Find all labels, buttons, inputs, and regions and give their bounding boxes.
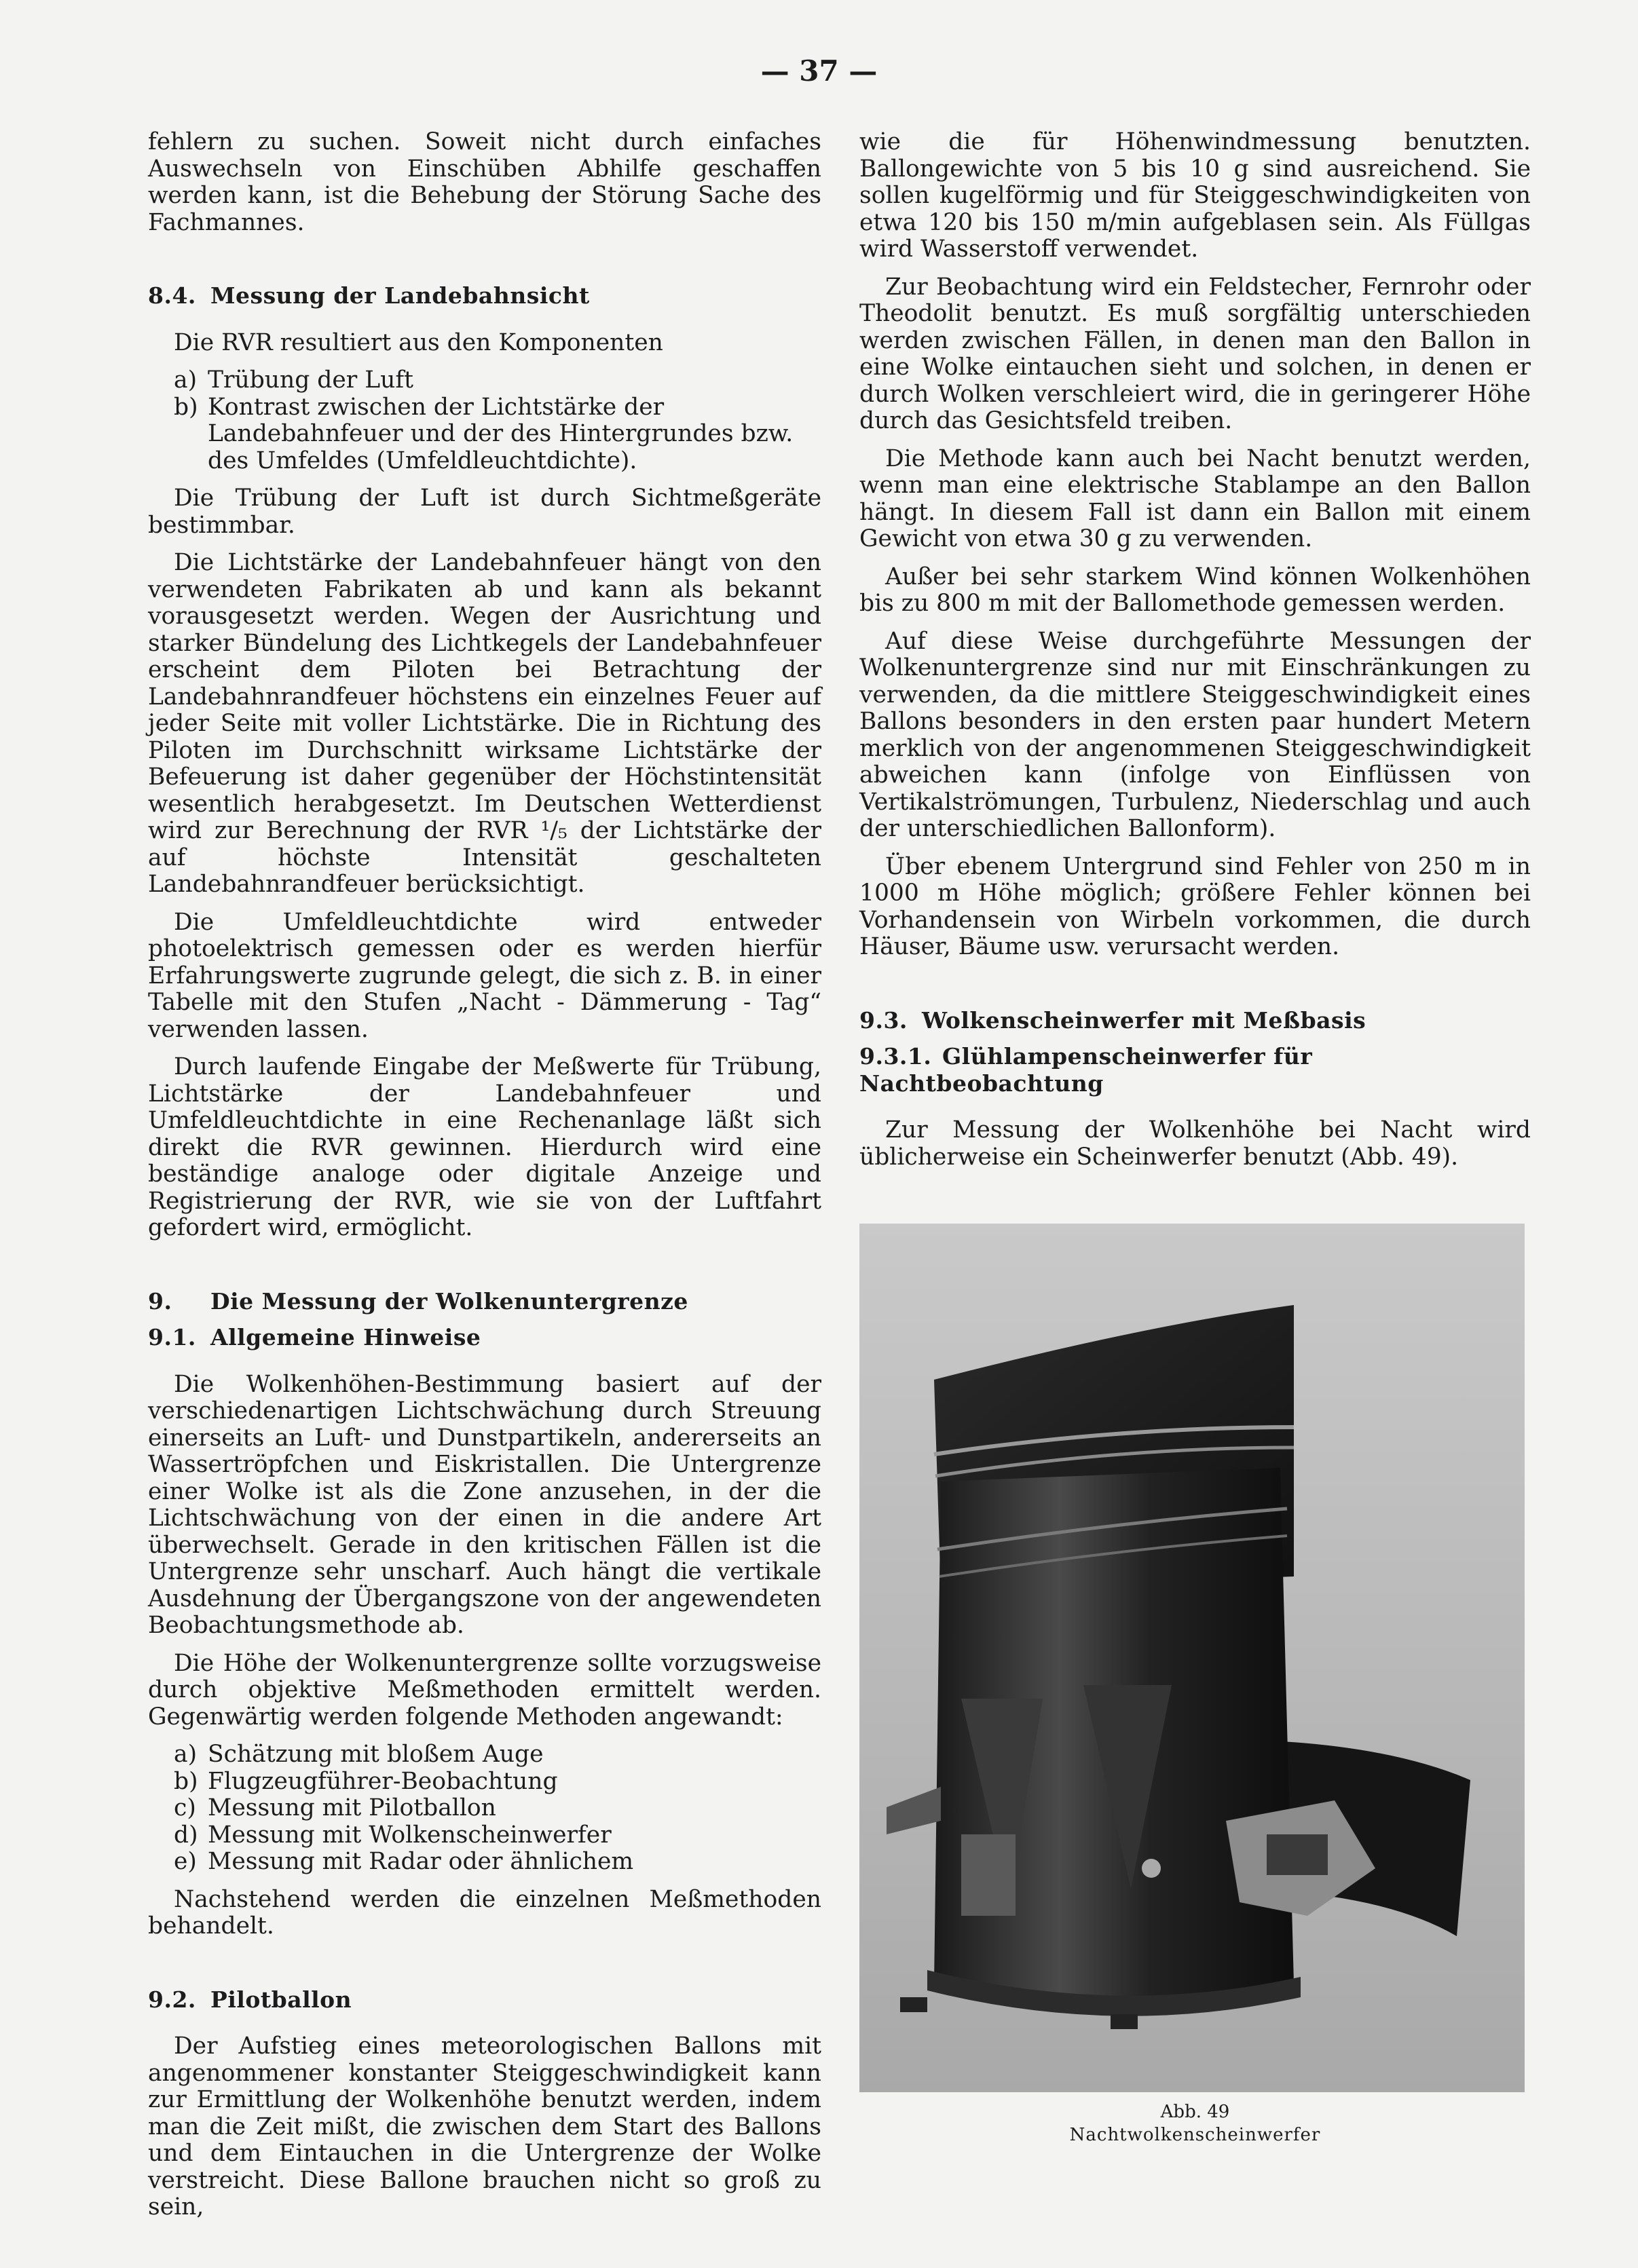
- paragraph: Die RVR resultiert aus den Komponenten: [174, 328, 663, 356]
- paragraph: Über ebenem Untergrund sind Fehler von 250 m in 1000 m Höhe möglich; größere Fehler können bei Vorhandensein von Wirbeln vorkommen, die durch Häuser, Bäume usw. verursacht werden.: [859, 852, 1531, 960]
- list-text: Messung mit Pilotballon: [208, 1794, 496, 1821]
- paragraph: Die Umfeldleuchtdichte wird entweder photoelektrisch gemessen oder es werden hierfür Erfahrungswerte zugrunde gelegt, die sich z. B. in einer Tabelle mit den Stufen „Nacht - Dämmerung - Tag“ verwenden lassen.: [148, 908, 821, 1043]
- list-text: Kontrast zwischen der Lichtstärke der Landebahnfeuer und der des Hintergrundes bzw. des Umfeldes (Umfeldleuchtdichte).: [208, 393, 794, 474]
- latch: [1142, 1859, 1161, 1878]
- list-text: Messung mit Radar oder ähnlichem: [208, 1848, 634, 1875]
- paragraph: Die Höhe der Wolkenuntergrenze sollte vorzugsweise durch objektive Meßmethoden ermittelt werden. Gegenwärtig werden folgende Methoden angewandt:: [148, 1649, 821, 1731]
- list-item: [174, 394, 821, 475]
- paragraph: Der Aufstieg eines meteorologischen Ballons mit angenommener konstanter Steiggeschwindigkeit kann zur Ermittlung der Wolkenhöhe benutzt werden, indem man die Zeit mißt, die zwischen dem Start des Ballons und dem Eintauchen in die Untergrenze der Wolke verstreicht. Diese Ballone brauchen nicht so groß zu sein,: [148, 2033, 821, 2220]
- list-item: [174, 1741, 821, 1769]
- section-heading-9-3-1: [859, 1043, 1531, 1097]
- page-number: — 37 —: [760, 54, 878, 88]
- section-title: Die Messung der Wolkenuntergrenze: [210, 1287, 688, 1315]
- foot: [1111, 2014, 1138, 2029]
- figure-caption: [859, 2100, 1531, 2147]
- figure-ref: Abb. 49: [1160, 2102, 1230, 2122]
- paragraph: Die Lichtstärke der Landebahnfeuer hängt von den verwendeten Fabrikaten ab und kann als bekannt vorausgesetzt werden. Wegen der Ausrichtung und starker Bündelung des Lichtkegels der Landebahnfeuer erscheint dem Piloten bei Betrachtung der Landebahnrandfeuer höchstens ein einzelnes Feuer auf jeder Seite mit voller Lichtstärke. Die in Richtung des Piloten im Durchschnitt wirksame Lichtstärke der Befeuerung ist daher gegenüber der Höchstintensität wesentlich herabgesetzt. Im Deutschen Wetterdienst wird zur Berechnung der RVR ¹/₅ der Lichtstärke der auf höchste Intensität geschalteten Landebahnrandfeuer berücksichtigt.: [148, 549, 821, 898]
- section-heading-9-2: [148, 1986, 821, 2014]
- component-list: [148, 367, 821, 474]
- list-text: Schätzung mit bloßem Auge: [208, 1741, 544, 1768]
- list-marker: a): [174, 366, 198, 394]
- section-number: 9.3.: [859, 1006, 908, 1034]
- paragraph: Die Methode kann auch bei Nacht benutzt werden, wenn man eine elektrische Stablampe an den Ballon hängt. In diesem Fall ist dann ein Ballon mit einem Gewicht von etwa 30 g zu verwenden.: [859, 445, 1531, 552]
- paragraph: Durch laufende Eingabe der Meßwerte für Trübung, Lichtstärke der Landebahnfeuer und Umfeldleuchtdichte in eine Rechenanlage läßt sich direkt die RVR gewinnen. Hierdurch wird eine beständige analoge oder digitale Anzeige und Registrierung der RVR, wie sie von der Luftfahrt gefordert wird, ermöglicht.: [148, 1053, 821, 1241]
- section-title: Messung der Landebahnsicht: [210, 282, 590, 309]
- section-number: 9.1.: [148, 1324, 196, 1350]
- paragraph: Die Wolkenhöhen-Bestimmung basiert auf der verschiedenartigen Lichtschwächung durch Streuung einerseits an Luft- und Dunstpartikeln, andererseits an Wassertröpfchen und Eiskristallen. Die Untergrenze einer Wolke ist als die Zone anzusehen, in der die Lichtschwächung von der einen in die andere Art überwechselt. Gerade in den kritischen Fällen ist die Untergrenze sehr unscharf. Auch hängt die vertikale Ausdehnung der Übergangszone von der angewendeten Beobachtungsmethode ab.: [148, 1370, 821, 1639]
- section-number: 8.4.: [148, 282, 196, 309]
- list-marker: c): [174, 1794, 196, 1821]
- list-marker: a): [174, 1741, 198, 1768]
- section-number: 9.3.1.: [859, 1043, 932, 1070]
- list-item: [174, 1795, 821, 1822]
- list-marker: b): [174, 393, 198, 421]
- list-text: Flugzeugführer-Beobachtung: [208, 1767, 558, 1795]
- list-item: [174, 1822, 821, 1849]
- section-number: 9.: [148, 1287, 172, 1315]
- section-heading-9-3: [859, 1007, 1531, 1034]
- section-title: Pilotballon: [210, 1986, 352, 2013]
- paragraph: Auf diese Weise durchgeführte Messungen der Wolkenuntergrenze sind nur mit Einschränkungen zu verwenden, da die mittlere Steiggeschwindigkeit eines Ballons besonders in den ersten paar hundert Metern merklich von der angenommenen Steiggeschwindigkeit abweichen kann (infolge von Einflüssen von Vertikalströmungen, Turbulenz, Niederschlag und auch der unterschiedlichen Ballonform).: [859, 627, 1531, 842]
- list-marker: d): [174, 1821, 198, 1849]
- foot: [900, 1997, 927, 2012]
- access-panel: [961, 1834, 1016, 1916]
- list-marker: b): [174, 1767, 198, 1795]
- section-number: 9.2.: [148, 1986, 196, 2013]
- section-title: Glühlampenscheinwerfer für Nachtbeobachtung: [859, 1043, 1313, 1097]
- section-heading-8-4: [148, 282, 821, 309]
- intro-paragraph: fehlern zu suchen. Soweit nicht durch einfaches Auswechseln von Einschüben Abhilfe geschaffen werden kann, ist die Behebung der Störung Sache des Fachmannes.: [148, 128, 821, 236]
- list-text: Messung mit Wolkenscheinwerfer: [208, 1821, 612, 1849]
- section-title: Allgemeine Hinweise: [210, 1324, 481, 1350]
- paragraph: Die Trübung der Luft ist durch Sichtmeßgeräte bestimmbar.: [148, 485, 821, 539]
- section-heading-9-1: [148, 1324, 821, 1351]
- searchlight-photo: [859, 1224, 1525, 2092]
- list-item: [174, 1769, 821, 1796]
- right-column: [859, 129, 1531, 2147]
- list-marker: e): [174, 1848, 197, 1875]
- paragraph: Zur Messung der Wolkenhöhe bei Nacht wird üblicherweise ein Scheinwerfer benutzt (Abb. 49).: [859, 1116, 1531, 1171]
- paragraph: Zur Beobachtung wird ein Feldstecher, Fernrohr oder Theodolit benutzt. Es muß sorgfältig unterschieden werden zwischen Fällen, in denen man den Ballon in eine Wolke eintauchen sieht und solchen, in denen er durch Wolken verschleiert wird, die in geringerer Höhe durch das Gesichtsfeld treiben.: [859, 273, 1531, 434]
- method-list: [148, 1741, 821, 1876]
- left-column: [148, 129, 821, 2232]
- paragraph: wie die für Höhenwindmessung benutzten. Ballongewichte von 5 bis 10 g sind ausreichend. Sie sollen kugelförmig und für Steiggeschwindigkeiten von etwa 120 bis 150 m/min aufgeblasen sein. Als Füllgas wird Wasserstoff verwendet.: [859, 128, 1531, 263]
- paragraph: Außer bei sehr starkem Wind können Wolkenhöhen bis zu 800 m mit der Ballomethode gemessen werden.: [859, 563, 1531, 617]
- paragraph: Nachstehend werden die einzelnen Meßmethoden behandelt.: [148, 1885, 821, 1940]
- searchlight-illustration: [859, 1224, 1525, 2092]
- section-heading-9: [148, 1288, 821, 1315]
- list-item: [174, 367, 821, 394]
- lamp-window: [1267, 1834, 1328, 1875]
- section-title: Wolkenscheinwerfer mit Meßbasis: [922, 1006, 1366, 1034]
- list-item: [174, 1849, 821, 1876]
- list-text: Trübung der Luft: [208, 366, 414, 394]
- figure-title: Nachtwolkenscheinwerfer: [1069, 2125, 1321, 2145]
